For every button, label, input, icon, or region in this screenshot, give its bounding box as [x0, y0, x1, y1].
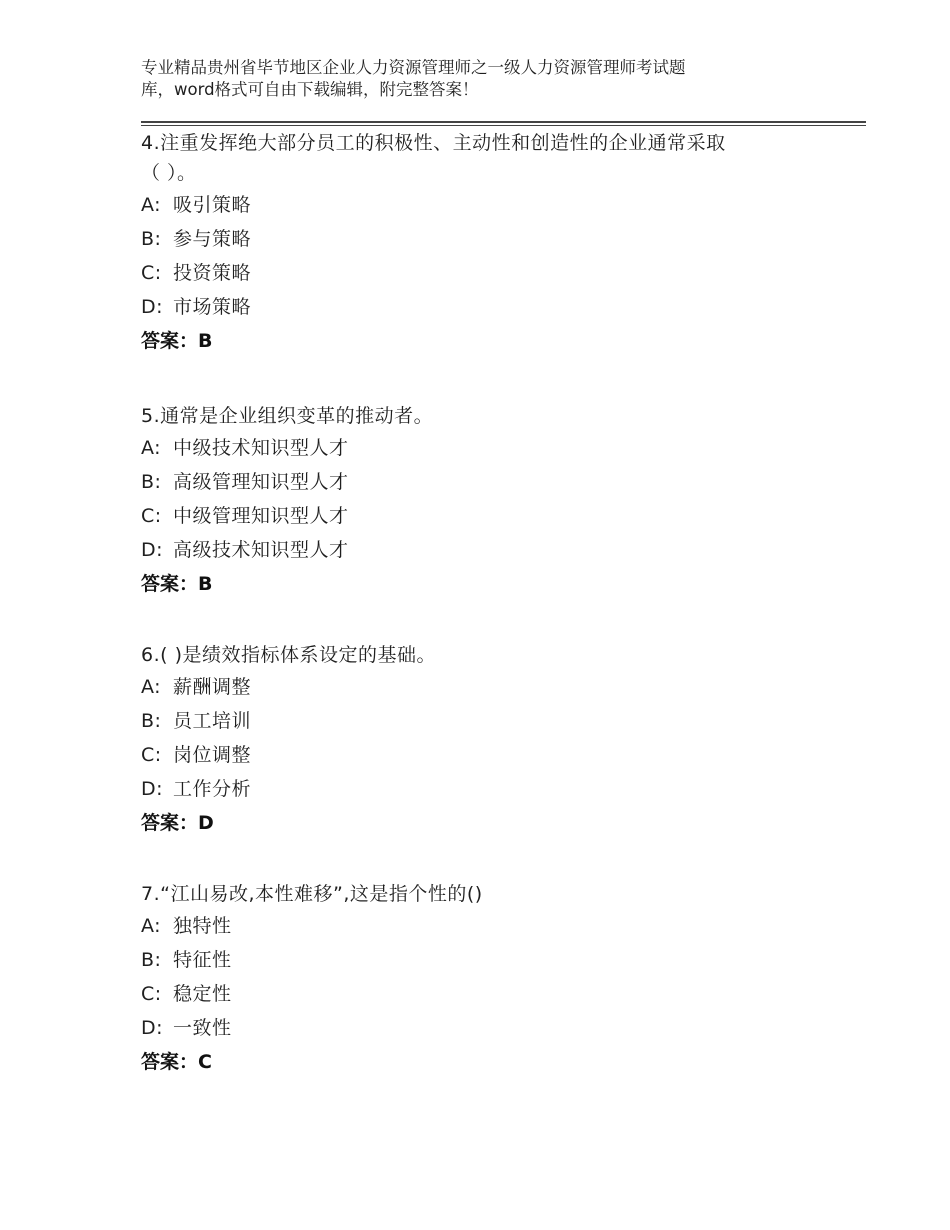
- option-text: 中级管理知识型人才: [173, 505, 349, 527]
- option-b: [141, 704, 841, 738]
- option-key: D:: [141, 1017, 164, 1039]
- option-a: [141, 188, 841, 222]
- option-text: 中级技术知识型人才: [173, 437, 349, 459]
- option-key: C:: [141, 505, 162, 527]
- option-key: C:: [141, 744, 162, 766]
- option-key: B:: [141, 710, 162, 732]
- question-block: [141, 640, 841, 840]
- header-divider-thin: [141, 125, 866, 126]
- question-block: [141, 128, 841, 358]
- option-text: 员工培训: [173, 710, 252, 732]
- option-text: 高级技术知识型人才: [173, 539, 349, 561]
- option-a: [141, 670, 841, 704]
- question-stem: 7.“江山易改,本性难移”,这是指个性的(): [141, 883, 483, 905]
- option-key: B:: [141, 471, 162, 493]
- option-key: D:: [141, 539, 164, 561]
- option-c: [141, 738, 841, 772]
- option-key: A:: [141, 676, 162, 698]
- question-block: [141, 401, 841, 601]
- option-key: A:: [141, 437, 162, 459]
- option-text: 稳定性: [173, 983, 232, 1005]
- option-key: A:: [141, 194, 162, 216]
- option-a: [141, 431, 841, 465]
- question-stem: 5.通常是企业组织变革的推动者。: [141, 405, 434, 427]
- answer-line: 答案：C: [141, 1051, 212, 1073]
- option-d: [141, 772, 841, 806]
- question-stem: 6.( )是绩效指标体系设定的基础。: [141, 644, 436, 666]
- option-key: B:: [141, 949, 162, 971]
- answer-line: 答案：B: [141, 330, 213, 352]
- option-d: [141, 1011, 841, 1045]
- option-key: C:: [141, 983, 162, 1005]
- option-c: [141, 499, 841, 533]
- option-text: 岗位调整: [173, 744, 252, 766]
- question-stem: 4.注重发挥绝大部分员工的积极性、主动性和创造性的企业通常采取: [141, 132, 726, 154]
- question-block: [141, 879, 841, 1079]
- option-text: 一致性: [173, 1017, 232, 1039]
- option-a: [141, 909, 841, 943]
- option-b: [141, 465, 841, 499]
- option-text: 市场策略: [173, 296, 252, 318]
- option-key: D:: [141, 778, 164, 800]
- option-text: 吸引策略: [173, 194, 252, 216]
- option-key: B:: [141, 228, 162, 250]
- answer-line: 答案：D: [141, 812, 214, 834]
- option-text: 工作分析: [173, 778, 252, 800]
- option-b: [141, 222, 841, 256]
- option-text: 薪酬调整: [173, 676, 252, 698]
- question-stem-continued: （ ）。: [141, 162, 197, 184]
- option-text: 独特性: [173, 915, 232, 937]
- option-d: [141, 533, 841, 567]
- header-divider-thick: [141, 121, 866, 123]
- header-line-1: 专业精品贵州省毕节地区企业人力资源管理师之一级人力资源管理师考试题: [141, 58, 686, 77]
- answer-line: 答案：B: [141, 573, 213, 595]
- option-key: A:: [141, 915, 162, 937]
- option-b: [141, 943, 841, 977]
- option-d: [141, 290, 841, 324]
- option-c: [141, 977, 841, 1011]
- option-text: 高级管理知识型人才: [173, 471, 349, 493]
- option-key: C:: [141, 262, 162, 284]
- option-text: 特征性: [173, 949, 232, 971]
- option-c: [141, 256, 841, 290]
- document-header: [141, 57, 781, 101]
- option-text: 投资策略: [173, 262, 252, 284]
- option-key: D:: [141, 296, 164, 318]
- option-text: 参与策略: [173, 228, 252, 250]
- header-line-2: 库，word格式可自由下载编辑，附完整答案！: [141, 80, 479, 99]
